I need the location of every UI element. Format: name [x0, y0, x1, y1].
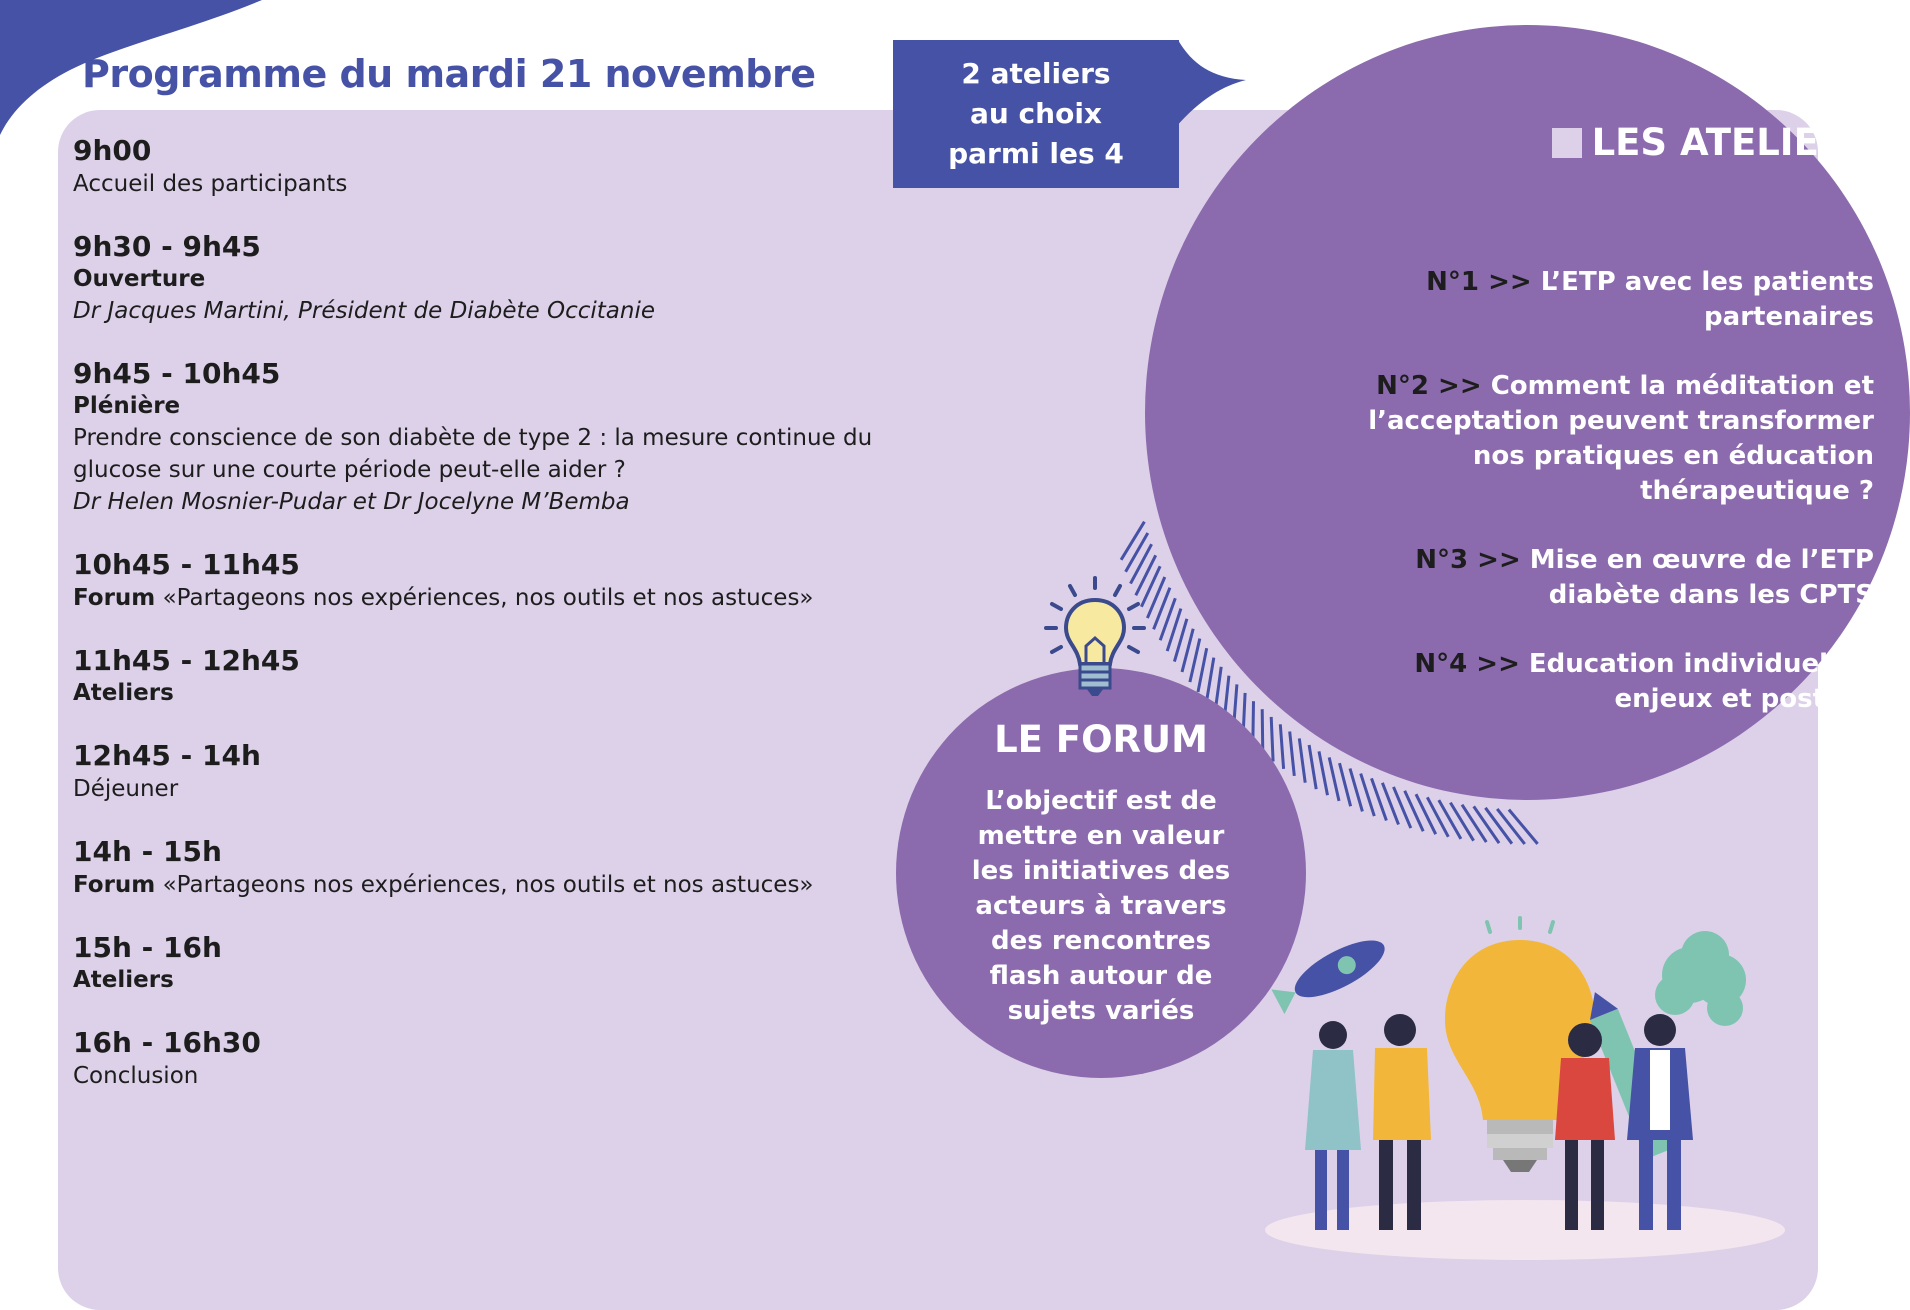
- hatch-stroke: [1329, 757, 1339, 801]
- workshop-item: [1314, 647, 1874, 717]
- hatch-stroke: [1126, 533, 1148, 572]
- workshop-title: Mise en œuvre de l’ETP diabète dans les CPTS: [1529, 545, 1874, 610]
- item-description: Accueil des participants: [73, 171, 348, 197]
- hatch-stroke: [1121, 522, 1144, 560]
- page-title: Programme du mardi 21 novembre: [82, 52, 816, 96]
- item-label: Ateliers: [73, 967, 174, 993]
- workshop-item: [1314, 369, 1874, 509]
- lightbulb-icon: [1040, 572, 1150, 702]
- item-label: Forum: [73, 585, 156, 611]
- square-bullet-icon: [1552, 128, 1582, 158]
- choice-callout: [893, 40, 1179, 188]
- ateliers-title: LES ATELIERS: [1591, 121, 1874, 164]
- item-speaker: Dr Helen Mosnier-Pudar et Dr Jocelyne M’Bemba: [73, 489, 630, 515]
- item-label: Ouverture: [73, 266, 206, 292]
- hatch-stroke: [1416, 794, 1436, 834]
- hatch-stroke: [1474, 806, 1499, 843]
- item-description: Prendre conscience de son diabète de type 2 : la mesure continue du glucose sur une courte période peut-elle aider ?: [73, 425, 873, 483]
- item-time: 12h45 - 14h: [73, 739, 261, 772]
- item-description: Conclusion: [73, 1063, 199, 1089]
- workshop-number: N°3 >>: [1415, 545, 1521, 575]
- hatch-stroke: [1427, 797, 1448, 837]
- item-time: 15h - 16h: [73, 931, 222, 964]
- item-label: Plénière: [73, 393, 181, 419]
- hatch-stroke: [1319, 751, 1328, 795]
- item-description: Déjeuner: [73, 776, 179, 802]
- ateliers-list: [1314, 265, 1874, 751]
- hatch-stroke: [1198, 648, 1207, 692]
- ateliers-heading: [1552, 121, 1874, 164]
- item-time: 14h - 15h: [73, 835, 222, 868]
- hatch-stroke: [1439, 800, 1461, 839]
- hatch-stroke: [1450, 803, 1473, 841]
- workshop-item: [1314, 265, 1874, 335]
- choice-line: parmi les 4: [948, 137, 1124, 170]
- item-time: 9h30 - 9h45: [73, 230, 261, 263]
- item-label: Forum: [73, 872, 156, 898]
- item-label: Ateliers: [73, 680, 174, 706]
- workshop-item: [1314, 543, 1874, 613]
- hatch-stroke: [1182, 629, 1193, 672]
- hatch-stroke: [1485, 808, 1512, 844]
- hatch-stroke: [1462, 805, 1486, 842]
- hatch-stroke: [1405, 791, 1424, 832]
- forum-description: L’objectif est de mettre en valeur les initiatives des acteurs à travers des rencontres flash autour de sujets variés: [971, 786, 1231, 1026]
- workshop-title: Comment la méditation et l’acceptation peuvent transformer nos pratiques en éducation thérapeutique ?: [1368, 371, 1874, 506]
- workshop-number: N°1 >>: [1426, 267, 1532, 297]
- ateliers-circle: [1145, 25, 1910, 800]
- forum-circle: [896, 668, 1306, 1078]
- workshop-number: N°2 >>: [1376, 371, 1482, 401]
- workshop-title: L’ETP avec les patients partenaires: [1540, 267, 1874, 332]
- item-quote: «Partageons nos expériences, nos outils et nos astuces»: [162, 585, 814, 611]
- choice-line: au choix: [969, 97, 1102, 130]
- item-time: 16h - 16h30: [73, 1026, 261, 1059]
- choice-line: 2 ateliers: [961, 57, 1111, 90]
- hatch-stroke: [1207, 658, 1214, 702]
- item-speaker: Dr Jacques Martini, Président de Diabète Occitanie: [73, 298, 656, 324]
- people-lightbulb-illustration: [1255, 920, 1748, 1240]
- item-time: 9h00: [73, 134, 152, 167]
- hatch-stroke: [1147, 577, 1164, 618]
- item-time: 11h45 - 12h45: [73, 644, 300, 677]
- workshop-title: Education individuelle : enjeux et posture: [1528, 649, 1874, 714]
- callout-tail: [1170, 34, 1250, 134]
- hatch-stroke: [1190, 639, 1200, 683]
- hatch-stroke: [1509, 810, 1538, 844]
- hatch-stroke: [1309, 745, 1316, 789]
- item-time: 10h45 - 11h45: [73, 548, 300, 581]
- item-quote: «Partageons nos expériences, nos outils et nos astuces»: [162, 872, 814, 898]
- item-time: 9h45 - 10h45: [73, 357, 281, 390]
- workshop-number: N°4 >>: [1414, 649, 1520, 679]
- forum-title: LE FORUM: [994, 718, 1208, 761]
